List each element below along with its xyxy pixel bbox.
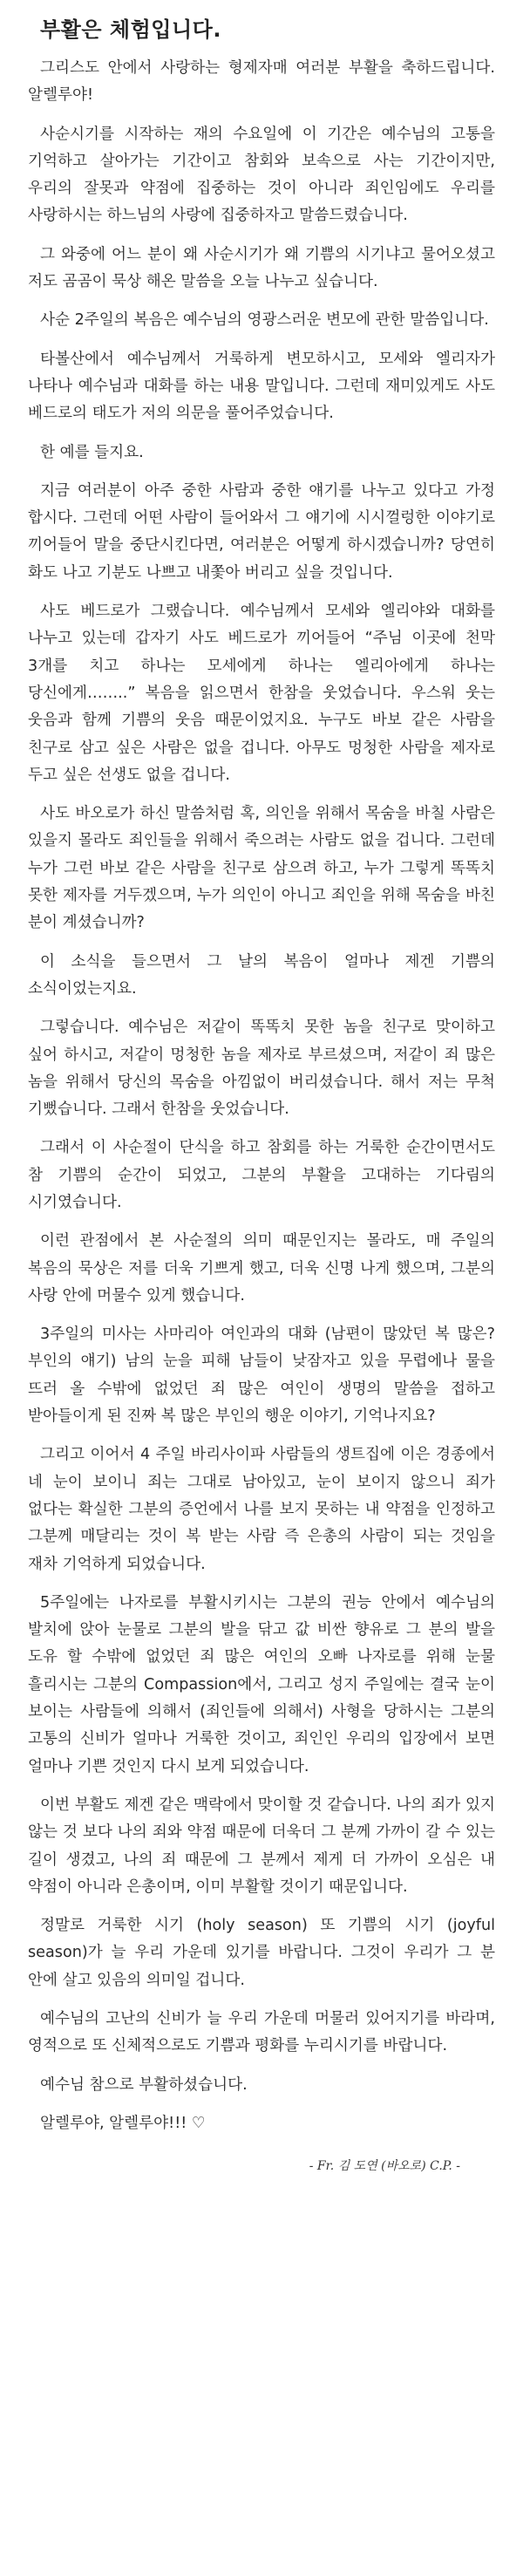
paragraph: 타볼산에서 예수님께서 거룩하게 변모하시고, 모세와 엘리자가 나타나 예수님과 대화를 하는 내용 말입니다. 그런데 재미있게도 사도 베드로의 태도가 저의 의문을 풀어주었습니다.: [28, 350, 495, 423]
paragraph: 예수님의 고난의 신비가 늘 우리 가운데 머물러 있어지기를 바라며, 영적으로 또 신체적으로도 기쁨과 평화를 누리시기를 바랍니다.: [28, 2010, 495, 2055]
paragraph: 예수님 참으로 부활하셨습니다.: [40, 2075, 248, 2094]
paragraph: 지금 여러분이 아주 중한 사람과 중한 얘기를 나누고 있다고 가정 합시다. 그런데 어떤 사람이 들어와서 그 얘기에 시시껄렁한 이야기로 끼어들어 말을 중단시킨다면, 여러분은 어떻게 하시겠습니까? 당연히 화도 나고 기분도 나쁘고 내쫓아 버리고 싶을 것입니다.: [28, 481, 495, 582]
paragraph: 이 소식을 들으면서 그 날의 복음이 얼마나 제겐 기쁨의 소식이었는지요.: [28, 952, 495, 998]
paragraph: 그리스도 안에서 사랑하는 형제자매 여러분 부활을 축하드립니다. 알렐루야!: [28, 59, 495, 105]
paragraph: 그 와중에 어느 분이 왜 사순시기가 왜 기쁨의 시기냐고 물어오셨고 저도 곰곰이 묵상 해온 말씀을 오늘 나누고 싶습니다.: [28, 245, 495, 291]
page-title: 부활은 체험입니다.: [40, 17, 221, 42]
paragraph: 그렇습니다. 예수님은 저같이 똑똑치 못한 놈을 친구로 맞이하고 싶어 하시고, 저같이 멍청한 놈을 제자로 부르셨으며, 저같이 죄 많은 놈을 위해서 당신의 목숨을 아낌없이 버리셨습니다. 해서 저는 무척 기뻤습니다. 그래서 한참을 웃었습니다.: [28, 1019, 495, 1119]
paragraph: 한 예를 들지요.: [40, 443, 144, 461]
letter-body: [28, 55, 495, 2137]
paragraph: 그리고 이어서 4 주일 바리사이파 사람들의 생트집에 이은 경종에서 네 눈이 보이니 죄는 그대로 남아있고, 눈이 보이지 않으니 죄가 없다는 확실한 그분의 증언에서 나를 보지 못하는 내 약점을 인정하고 그분께 매달리는 것이 복 받는 사람 즉 은총의 사람이 되는 것임을 재차 기억하게 되었습니다.: [28, 1446, 495, 1573]
paragraph: 정말로 거룩한 시기 (holy season) 또 기쁨의 시기 (joyful season)가 늘 우리 가운데 있기를 바랍니다. 그것이 우리가 그 분 안에 살고 있음의 의미일 겁니다.: [28, 1917, 495, 1989]
paragraph: 사순시기를 시작하는 재의 수요일에 이 기간은 예수님의 고통을 기억하고 살아가는 기간이고 참회와 보속으로 사는 기간이지만, 우리의 잘못과 약점에 집중하는 것이 아니라 죄인임에도 우리를 사랑하시는 하느님의 사랑에 집중하자고 말씀드렸습니다.: [28, 125, 495, 225]
paragraph: 이런 관점에서 본 사순절의 의미 때문인지는 몰라도, 매 주일의 복음의 묵상은 저를 더욱 기쁘게 했고, 더욱 신명 나게 했으며, 그분의 사랑 안에 머물수 있게 했습니다.: [28, 1232, 495, 1305]
paragraph: 이번 부활도 제겐 같은 맥락에서 맞이할 것 같습니다. 나의 죄가 있지 않는 것 보다 나의 죄와 약점 때문에 더욱더 그 분께 가까이 갈 수 있는 길이 생겼고, 나의 죄 때문에 그 분께서 제게 더 가까이 오심은 내 약점이 아니라 은총이며, 이미 부활할 것이기 때문입니다.: [28, 1796, 495, 1896]
signature: - Fr. 김 도연 (바오로) C.P. -: [309, 2159, 460, 2174]
paragraph: 그래서 이 사순절이 단식을 하고 참회를 하는 거룩한 순간이면서도 참 기쁨의 순간이 되었고, 그분의 부활을 고대하는 기다림의 시기였습니다.: [28, 1139, 495, 1211]
paragraph: 사도 베드로가 그랬습니다. 예수님께서 모세와 엘리야와 대화를 나누고 있는데 갑자기 사도 베드로가 끼어들어 “주님 이곳에 천막 3개를 치고 하나는 모세에게 하나는 엘리아에게 하나는 당신에게……..” 복음을 읽으면서 한참을 웃었습니다. 우스워 웃는 웃음과 함께 기쁨의 웃음 때문이었지요. 누구도 바보 같은 사람을 친구로 삼고 싶은 사람은 없을 겁니다. 아무도 멍청한 사람을 제자로 두고 싶은 선생도 없을 겁니다.: [28, 603, 495, 784]
paragraph: 사순 2주일의 복음은 예수님의 영광스러운 변모에 관한 말씀입니다.: [40, 311, 489, 330]
paragraph: 사도 바오로가 하신 말씀처럼 혹, 의인을 위해서 목숨을 바칠 사람은 있을지 몰라도 죄인들을 위해서 죽으려는 사람도 없을 겁니다. 그런데 누가 그런 바보 같은 사람을 친구로 삼으려 하고, 누가 그렇게 똑똑치 못한 제자를 거두겠으며, 누가 의인이 아니고 죄인을 위해 목숨을 바친 분이 계셨습니까?: [28, 805, 495, 932]
paragraph: 3주일의 미사는 사마리아 여인과의 대화 (남편이 많았던 복 많은? 부인의 얘기) 남의 눈을 피해 남들이 낮잠자고 있을 무렵에나 물을 뜨러 올 수밖에 없었던 죄 많은 여인이 생명의 말씀을 접하고 받아들이게 된 진짜 복 많은 부인의 행운 이야기, 기억나지요?: [28, 1325, 495, 1426]
closing-line: 알렐루야, 알렐루야!!! ♡: [40, 2114, 206, 2132]
paragraph: 5주일에는 나자로를 부활시키시는 그분의 권능 안에서 예수님의 발치에 앉아 눈물로 그분의 발을 닦고 값 비싼 향유로 그 분의 발을 도유 할 수밖에 없었던 죄 많은 여인의 오빠 나자로를 위해 눈물 흘리시는 그분의 Compassion에서, 그리고 성지 주일에는 결국 눈이 보이는 사람들에 의해서 (죄인들에 의해서) 사형을 당하시는 그분의 고통의 신비가 얼마나 거룩한 것이고, 죄인인 우리의 입장에서 보면 얼마나 기쁜 것인지 다시 보게 되었습니다.: [28, 1593, 495, 1775]
